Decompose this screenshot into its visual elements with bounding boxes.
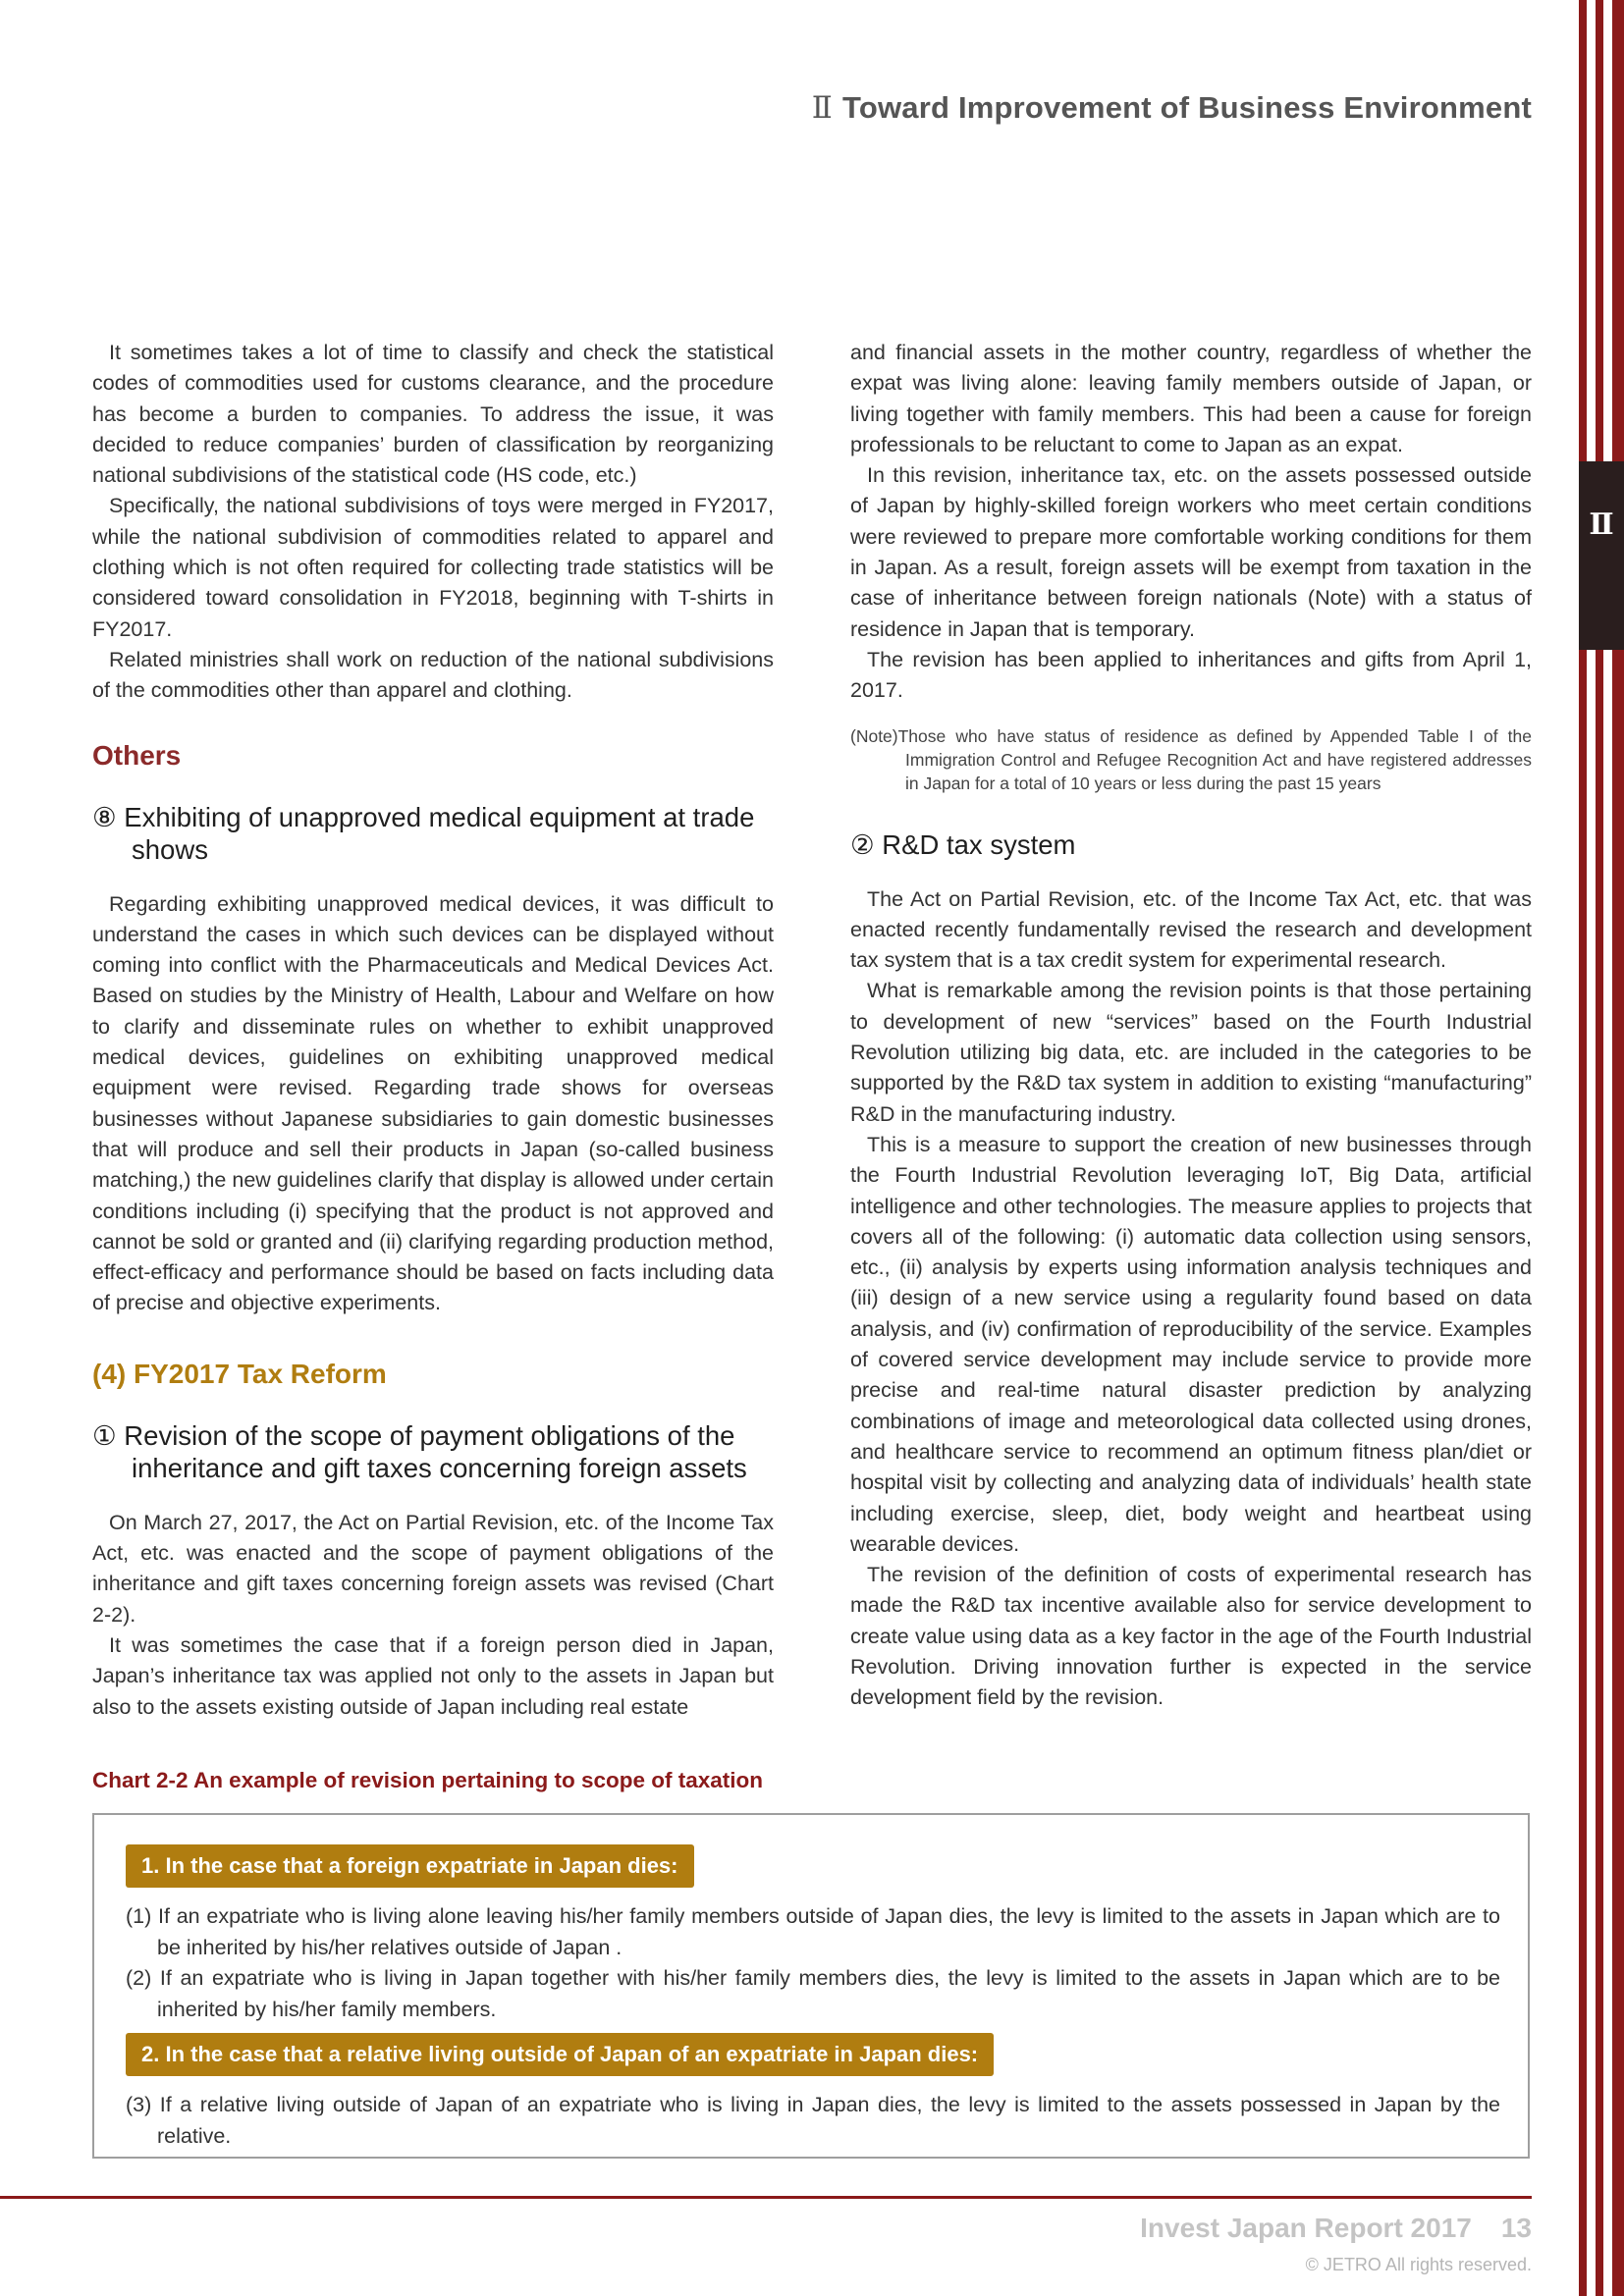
paragraph: Related ministries shall work on reduction of the national subdivisions of the commodities other than apparel and clothing. [92, 647, 774, 703]
footnote: (Note)Those who have status of residence as defined by Appended Table I of the Immigration Control and Refugee Recognition Act and have registered addresses in Japan for a total of 10 years or less during the past 15 years [850, 725, 1532, 793]
header-title: Toward Improvement of Business Environment [842, 90, 1532, 125]
item-heading-inheritance-tax: ① Revision of the scope of payment obligations of the inheritance and gift taxes concerning foreign assets [92, 1419, 747, 1483]
edge-stripe-3 [1612, 0, 1624, 2296]
chapter-side-tab [1579, 461, 1624, 650]
paragraph: The revision of the definition of costs of experimental research has made the R&D tax incentive available also for service development to create value using data as a key factor in the age of the Fourth Industrial Revolution. Driving innovation further is expected in the service development field by the revision. [850, 1563, 1532, 1710]
footer-rule [0, 2196, 1532, 2199]
item-heading-medical-equipment: ⑧ Exhibiting of unapproved medical equipment at trade shows [92, 801, 755, 865]
case-item: (1) If an expatriate who is living alone leaving his/her family members outside of Japan dies, the levy is limited to the assets in Japan which are to be inherited by his/her relatives outside of Japan . [126, 1904, 1500, 1959]
paragraph: In this revision, inheritance tax, etc. on the assets possessed outside of Japan by highly-skilled foreign workers who meet certain conditions were reviewed to prepare more comfortable working conditions for them in Japan. As a result, foreign assets will be exempt from taxation in the case of inheritance between foreign nationals (Note) with a status of residence in Japan that is temporary. [850, 463, 1532, 641]
paragraph: It was sometimes the case that if a foreign person died in Japan, Japan’s inheritance tax was applied not only to the assets in Japan but also to the assets existing outside of Japan including real estate [92, 1632, 774, 1719]
chart-title: Chart 2-2 An example of revision pertaining to scope of taxation [92, 1768, 764, 1792]
paragraph: It sometimes takes a lot of time to classify and check the statistical codes of commodities used for customs clearance, and the procedure has become a burden to companies. To address the issue, it was decided to reduce companies’ burden of classification by reorganizing national subdivisions of the statistical code (HS code, etc.) [92, 341, 774, 488]
paragraph: Regarding exhibiting unapproved medical devices, it was difficult to understand the cases in which such devices can be displayed without coming into conflict with the Pharmaceuticals and Medical Devices Act. Based on studies by the Ministry of Health, Labour and Welfare on how to clarify and disseminate rules on whether to exhibit unapproved medical devices, guidelines on exhibiting unapproved medical equipment were revised. Regarding trade shows for overseas businesses without Japanese subsidiaries to gain domestic businesses that will produce and sell their products in Japan (so-called business matching,) the new guidelines clarify that display is allowed under certain conditions including (i) specifying that the product is not approved and cannot be sold or granted and (ii) clarifying regarding production method, effect-efficacy and performance should be based on facts including data of precise and objective experiments. [92, 891, 774, 1315]
chapter-side-tab-label: Ⅱ [1589, 507, 1614, 542]
edge-stripe-1 [1579, 0, 1587, 2296]
paragraph: This is a measure to support the creation of new businesses through the Fourth Industrial Revolution leveraging IoT, Big Data, artificial intelligence and other technologies. The measure applies to projects that covers all of the following: (i) automatic data collection using sensors, etc., (ii) analysis by experts using information analysis techniques and (iii) design of a new service using a regularity found based on data analysis, and (iv) confirmation of reproducibility of the service. Examples of covered service development may include service to provide more precise and real-time natural disaster prediction by analyzing combinations of image and meteorological data collected using drones, and healthcare service to recommend an optimum fitness plan/diet or hospital visit by collecting and analyzing data of individuals’ health state including exercise, sleep, diet, body weight and heartbeat using wearable devices. [850, 1132, 1532, 1556]
paragraph: The revision has been applied to inheritances and gifts from April 1, 2017. [850, 647, 1532, 703]
case-item: (2) If an expatriate who is living in Japan together with his/her family members dies, the levy is limited to the assets in Japan which are to be inherited by his/her family members. [126, 1966, 1500, 2021]
chart-box [92, 1813, 1530, 2159]
paragraph: and financial assets in the mother country, regardless of whether the expat was living alone: leaving family members outside of Japan, or living together with family members. This had been a cause for foreign professionals to be reluctant to come to Japan as an expat. [850, 341, 1532, 456]
chapter-mark: Ⅱ [811, 90, 833, 126]
report-name: Invest Japan Report 2017 [1140, 2213, 1472, 2243]
item-heading-rd-tax: ② R&D tax system [850, 828, 1076, 860]
copyright: © JETRO All rights reserved. [1305, 2255, 1532, 2274]
paragraph: Specifically, the national subdivisions of toys were merged in FY2017, while the national subdivision of commodities related to apparel and clothing which is not often required for collecting trade statistics will be considered toward consolidation in FY2018, beginning with T-shirts in FY2017. [92, 494, 774, 641]
paragraph: What is remarkable among the revision points is that those pertaining to development of new “services” based on the Fourth Industrial Revolution utilizing big data, etc. are included in the categories to be supported by the R&D tax system in addition to existing “manufacturing” R&D in the manufacturing industry. [850, 979, 1532, 1126]
case-2-label: 2. In the case that a relative living outside of Japan of an expatriate in Japan dies: [126, 2033, 994, 2076]
case-1-label: 1. In the case that a foreign expatriate in Japan dies: [126, 1844, 694, 1888]
section-heading-others: Others [92, 739, 182, 771]
edge-stripe-2 [1596, 0, 1603, 2296]
footer-report [1140, 2213, 1532, 2244]
case-item: (3) If a relative living outside of Japan of an expatriate who is living in Japan dies, the levy is limited to the assets possessed in Japan by the relative. [126, 2093, 1500, 2148]
page-header [812, 90, 1532, 126]
right-column [850, 338, 1532, 1714]
left-column [92, 338, 774, 1723]
section-heading-tax-reform: (4) FY2017 Tax Reform [92, 1358, 387, 1389]
paragraph: The Act on Partial Revision, etc. of the Income Tax Act, etc. that was enacted recently fundamentally revised the research and development tax system that is a tax credit system for experimental research. [850, 886, 1532, 973]
page-number: 13 [1500, 2213, 1532, 2243]
paragraph: On March 27, 2017, the Act on Partial Revision, etc. of the Income Tax Act, etc. was enacted and the scope of payment obligations of the inheritance and gift taxes concerning foreign assets was revised (Chart 2-2). [92, 1510, 774, 1627]
